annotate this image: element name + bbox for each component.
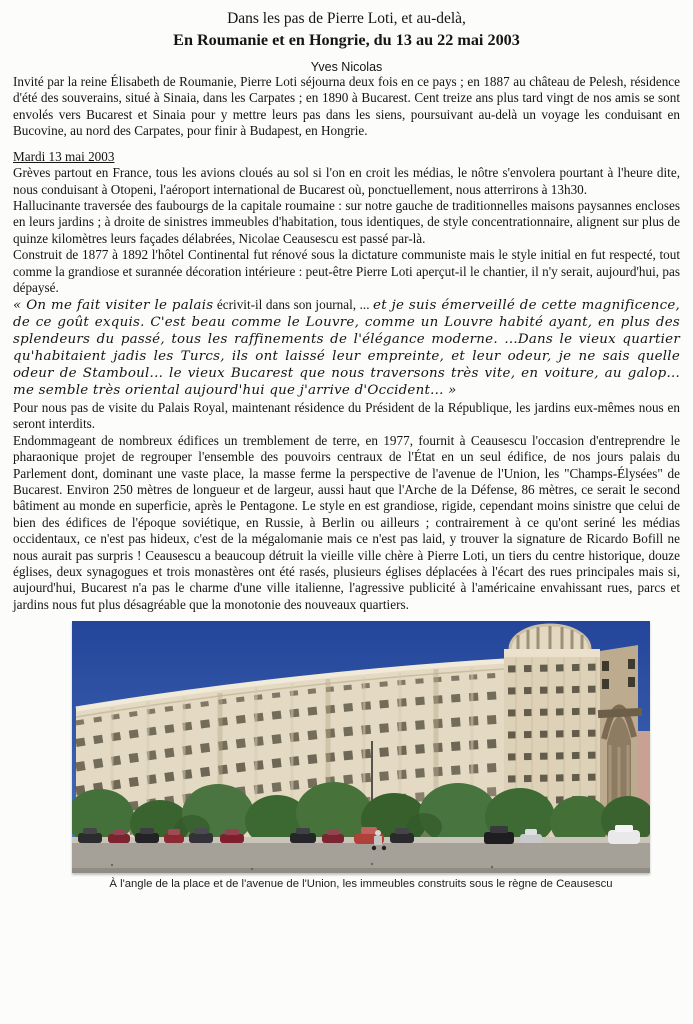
- photo-caption: À l'angle de la place et de l'avenue de l'Union, les immeubles construits sous le règne de Ceausescu: [109, 878, 613, 891]
- paragraph-intro: Invité par la reine Élisabeth de Roumanie, Pierre Loti séjourna deux fois en ce pays ; en 1887 au château de Pelesh, résidence d'été des souverains, situé à Sinaia, dans les Carpates ; en 1890 à Bucarest. Cent treize ans plus tard vingt de nos amis se sont envolés vers Bucarest et Sinaia pour y mettre leurs pas dans les siens, poursuivant au-delà un voyage les conduisant en Bucovine, au nord des Carpates, pour finir à Budapest, en Hongrie.: [13, 74, 680, 139]
- author-name: Yves Nicolas: [310, 60, 383, 74]
- document-title-line1: Dans les pas de Pierre Loti, et au-delà,: [227, 10, 466, 27]
- paragraph-greves: Grèves partout en France, tous les avions cloués au sol si l'on en croit les médias, le nôtre s'envolera pourtant à l'heure dite, nous conduisant à Otopeni, l'aéroport international de Bucarest où, ponctuellement, nous atterrirons à 13h30.: [13, 165, 680, 197]
- loti-journal-quote: [13, 297, 680, 399]
- document-title-line2: En Roumanie et en Hongrie, du 13 au 22 mai 2003: [173, 31, 520, 49]
- quote-body: et je suis émerveillé de cette magnificence, de ce goût exquis. C'est beau comme le Louvre, comme un Louvre habité ayant, en plus des splendeurs du passé, tous les raffinements de l'élégance moderne. ...Dans le vieux quartier qu'habitaient jadis les Turcs, ils ont laissé leur empreinte, et leur odeur, je ne sais quelle odeur de Stamboul... le vieux Bucarest que nous traversons très vite, en voiture, au galop... me semble très oriental aujourd'hui que j'arrive d'Occident... »: [13, 298, 680, 398]
- quote-open: « On me fait visiter le palais: [13, 298, 214, 314]
- quote-attribution: écrivit-il dans son journal, ...: [213, 297, 374, 313]
- building-photo: [72, 621, 650, 873]
- date-heading-text: Mardi 13 mai 2003: [13, 148, 115, 164]
- paragraph-construit: Construit de 1877 à 1892 l'hôtel Continental fut rénové sous la dictature communiste mais le style initial en fut respecté, tout comme la grandiose et surannée décoration intérieure : peut-être Pierre Loti aperçut-il le chantier, il n'y serait, aujourd'hui, pas dépaysé.: [13, 247, 680, 296]
- photo-block: [72, 621, 650, 890]
- photo-road-edge: [72, 868, 650, 873]
- paragraph-palais-royal: Pour nous pas de visite du Palais Royal, maintenant résidence du Président de la République, les jardins eux-mêmes nous en seront interdits.: [13, 399, 680, 432]
- date-heading: [13, 149, 680, 166]
- paragraph-hallucinante: Hallucinante traversée des faubourgs de la capitale roumaine : sur notre gauche de traditionnelles maisons paysannes encloses en leurs jardins ; à droite de sinistres immeubles d'habitation, tous identiques, de style concentrationnaire, alignent sur plus de quinze kilomètres leurs façades délabrées, Nicolae Ceausescu est passé par-là.: [13, 198, 680, 246]
- paragraph-endommageant: Endommageant de nombreux édifices un tremblement de terre, en 1977, fournit à Ceausescu l'occasion d'entreprendre le pharaonique projet de regrouper l'ensemble des pouvoirs centraux de l'État en un seul édifice, de nos jours palais du Parlement dont, dominant une vaste place, la masse ferme la perspective de l'avenue de l'Union, les "Champs-Élysées" de Bucarest. Environ 250 mètres de longueur et de largeur, aussi haut que l'Arche de la Défense, 86 mètres, ce serait le second bâtiment au monde en superficie, après le Pentagone. Le style en est grandiose, rigide, cependant moins sinistre que celui de bien des édifices de l'époque soviétique, en Russie, à Berlin ou ailleurs ; contrairement à ce qu'ont seriné les médias occidentaux, ce n'est pas hideux, c'est de la mégalomanie mais ce n'est pas laid, y trouver la signature de Ricardo Bofill ne nous aurait pas surpris ! Ceausescu a beaucoup détruit la vieille ville chère à Pierre Loti, un tiers du centre historique, douze églises, deux synagogues et trois monastères ont été rasés, plusieurs églises déplacées à l'écart des rues principales mais si, aujourd'hui, Bucarest n'a pas le charme d'une ville italienne, l'agressive publicité à l'américaine envahissant rues, parcs et jardins nous fut plus désagréable que la monotonie des nouveaux quartiers.: [13, 432, 680, 612]
